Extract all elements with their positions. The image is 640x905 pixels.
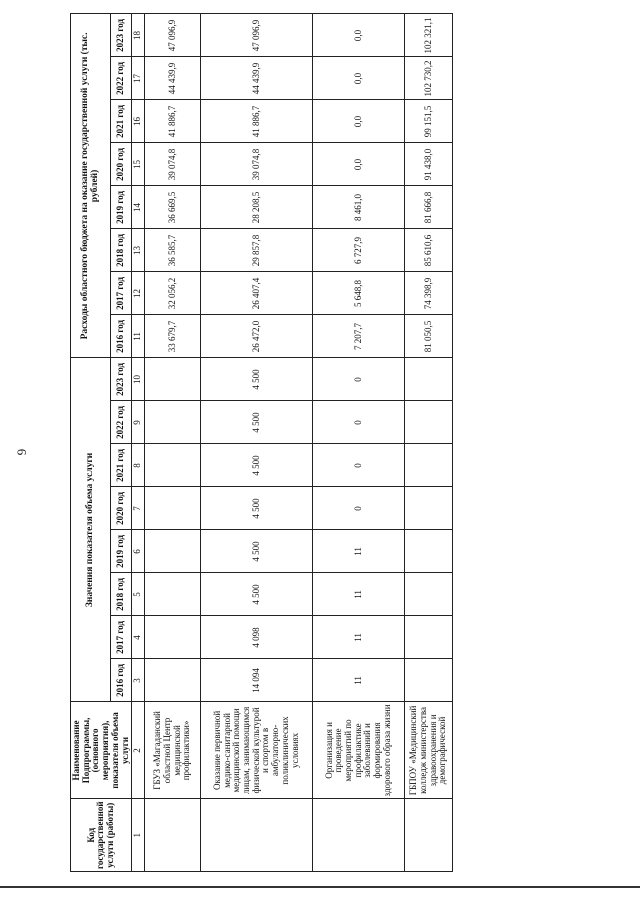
page-number: 6: [14, 448, 30, 456]
cell-value: 0: [313, 444, 405, 487]
cell-value: [145, 358, 201, 401]
cell-value: [145, 573, 201, 616]
values-year-header: 2018 год: [110, 573, 132, 616]
column-number-row: [132, 14, 145, 872]
expenses-year-header: 2023 год: [110, 14, 132, 57]
column-number: 1: [132, 799, 145, 872]
cell-code: [201, 799, 313, 872]
cell-expense: 41 886,7: [201, 100, 313, 143]
cell-value: 4 500: [201, 530, 313, 573]
expenses-year-header: 2016 год: [110, 315, 132, 358]
cell-value: [145, 616, 201, 659]
cell-expense: 6 727,9: [313, 229, 405, 272]
cell-value: [405, 444, 453, 487]
header-values-group: Значения показателя объема услуги: [71, 358, 111, 702]
cell-value: 11: [313, 659, 405, 702]
cell-value: 4 500: [201, 573, 313, 616]
cell-expense: 28 208,5: [201, 186, 313, 229]
page-bottom-rule: [0, 886, 640, 888]
cell-expense: 32 056,2: [145, 272, 201, 315]
cell-expense: 26 407,4: [201, 272, 313, 315]
cell-value: [405, 573, 453, 616]
column-number: 10: [132, 358, 145, 401]
cell-expense: 74 398,9: [405, 272, 453, 315]
cell-expense: 7 207,7: [313, 315, 405, 358]
values-year-header: 2023 год: [110, 358, 132, 401]
column-number: 12: [132, 272, 145, 315]
cell-expense: 29 857,8: [201, 229, 313, 272]
table-row: [201, 14, 313, 872]
cell-expense: 44 439,9: [201, 57, 313, 100]
cell-expense: 36 669,5: [145, 186, 201, 229]
cell-value: 4 500: [201, 401, 313, 444]
cell-code: [405, 799, 453, 872]
cell-expense: 41 886,7: [145, 100, 201, 143]
cell-value: [405, 530, 453, 573]
column-number: 15: [132, 143, 145, 186]
values-year-header: 2017 год: [110, 616, 132, 659]
cell-expense: 47 096,9: [145, 14, 201, 57]
cell-value: 4 098: [201, 616, 313, 659]
column-number: 7: [132, 487, 145, 530]
expenses-year-header: 2017 год: [110, 272, 132, 315]
column-number: 11: [132, 315, 145, 358]
values-year-header: 2021 год: [110, 444, 132, 487]
header-code: Код государственной услуги (работы): [71, 799, 132, 872]
cell-expense: 99 151,5: [405, 100, 453, 143]
cell-value: [145, 487, 201, 530]
expenses-year-header: 2020 год: [110, 143, 132, 186]
cell-expense: 47 096,9: [201, 14, 313, 57]
cell-value: 0: [313, 358, 405, 401]
values-year-header: 2016 год: [110, 659, 132, 702]
cell-value: 11: [313, 616, 405, 659]
cell-value: [145, 401, 201, 444]
header-expenses-group: Расходы областного бюджета на оказание государственной услуги (тыс. рублей): [71, 14, 111, 358]
cell-expense: 5 648,8: [313, 272, 405, 315]
table-row: [313, 14, 405, 872]
column-number: 14: [132, 186, 145, 229]
cell-code: [313, 799, 405, 872]
cell-name: Организация и проведение мероприятий по профилактике заболеваний и формирования здорового образа жизни: [313, 702, 405, 799]
cell-expense: 36 585,7: [145, 229, 201, 272]
cell-value: [405, 616, 453, 659]
column-number: 18: [132, 14, 145, 57]
expenses-year-header: 2019 год: [110, 186, 132, 229]
cell-expense: 0,0: [313, 143, 405, 186]
cell-value: 4 500: [201, 487, 313, 530]
column-number: 5: [132, 573, 145, 616]
cell-value: 11: [313, 573, 405, 616]
values-year-header: 2019 год: [110, 530, 132, 573]
cell-value: [145, 444, 201, 487]
column-number: 2: [132, 702, 145, 799]
cell-expense: 85 610,6: [405, 229, 453, 272]
table-row: [405, 14, 453, 872]
cell-expense: 8 461,0: [313, 186, 405, 229]
column-number: 8: [132, 444, 145, 487]
cell-value: 0: [313, 487, 405, 530]
cell-expense: 33 679,7: [145, 315, 201, 358]
column-number: 16: [132, 100, 145, 143]
cell-expense: 0,0: [313, 14, 405, 57]
column-number: 13: [132, 229, 145, 272]
table-body: [145, 14, 453, 872]
cell-value: 4 500: [201, 444, 313, 487]
cell-value: [405, 401, 453, 444]
cell-expense: 26 472,0: [201, 315, 313, 358]
column-number: 17: [132, 57, 145, 100]
cell-name: ГБУЗ «Магаданский областной Центр медицинской профилактики»: [145, 702, 201, 799]
column-number: 9: [132, 401, 145, 444]
expenses-year-header: 2018 год: [110, 229, 132, 272]
cell-expense: 39 074,8: [201, 143, 313, 186]
cell-value: [405, 487, 453, 530]
column-number: 4: [132, 616, 145, 659]
cell-name: ГБПОУ «Медицинский колледж министерства здравоохранения и демографической: [405, 702, 453, 799]
cell-code: [145, 799, 201, 872]
cell-expense: 44 439,9: [145, 57, 201, 100]
cell-value: 0: [313, 401, 405, 444]
cell-expense: 102 321,1: [405, 14, 453, 57]
values-year-header: 2020 год: [110, 487, 132, 530]
cell-expense: 81 666,8: [405, 186, 453, 229]
table-row: [145, 14, 201, 872]
cell-expense: 91 438,0: [405, 143, 453, 186]
header-name: Наименование Подпрограммы, (основного мероприятия), показателя объема услуги: [71, 702, 132, 799]
cell-value: [405, 659, 453, 702]
cell-value: 4 500: [201, 358, 313, 401]
column-number: 3: [132, 659, 145, 702]
cell-value: 11: [313, 530, 405, 573]
expenses-year-header: 2021 год: [110, 100, 132, 143]
services-table: [70, 13, 453, 872]
cell-expense: 102 730,2: [405, 57, 453, 100]
cell-value: [405, 358, 453, 401]
cell-expense: 0,0: [313, 100, 405, 143]
cell-value: 14 094: [201, 659, 313, 702]
cell-value: [145, 659, 201, 702]
column-number: 6: [132, 530, 145, 573]
cell-expense: 0,0: [313, 57, 405, 100]
expenses-year-header: 2022 год: [110, 57, 132, 100]
cell-expense: 81 050,5: [405, 315, 453, 358]
cell-expense: 39 074,8: [145, 143, 201, 186]
cell-name: Оказание первичной медико-санитарной медицинской помощи лицам, занимающимся физической культурой и спортом в амбулаторно-поликлинических условиях: [201, 702, 313, 799]
cell-value: [145, 530, 201, 573]
values-year-header: 2022 год: [110, 401, 132, 444]
